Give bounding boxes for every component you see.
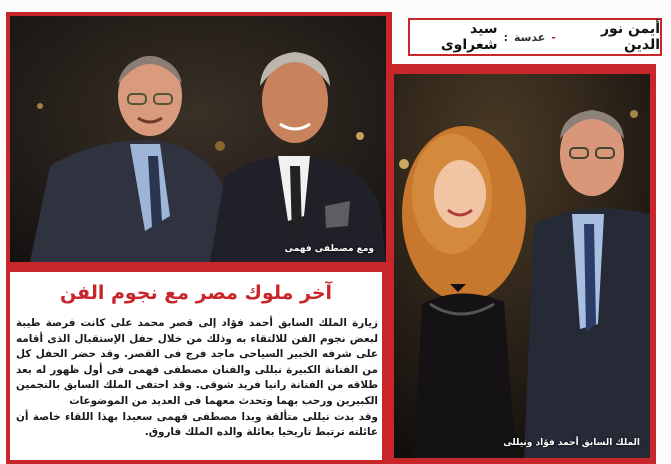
photographer-name: سيد شعراوى bbox=[440, 21, 498, 53]
photo-two-men bbox=[10, 16, 386, 262]
article-box bbox=[10, 272, 382, 460]
left-photo-caption: ومع مصطفى فهمى bbox=[284, 244, 374, 254]
photo-credit-label: عدسة bbox=[513, 30, 546, 44]
author-name: أيمن نور الدين bbox=[600, 21, 660, 53]
article-headline: آخر ملوك مصر مع نجوم الفن bbox=[59, 282, 333, 304]
photo-woman-and-man bbox=[394, 74, 650, 458]
article-body bbox=[16, 316, 378, 441]
photo-woman-and-man-illustration bbox=[394, 74, 650, 458]
right-photo-caption: الملك السابق أحمد فؤاد ونيللى bbox=[503, 438, 640, 448]
article-paragraph-2: وقد بدت نيللى متألقة وبدا مصطفى فهمى سعيدا بهذا اللقاء خاصة أن عائلته ترتبط تاريخيا بعائلة والده الملك فاروق. bbox=[16, 410, 378, 439]
credits-separator: - bbox=[551, 30, 556, 44]
article-paragraph-1: زيارة الملك السابق أحمد فؤاد إلى قصر محمد على كانت فرصة طيبة لبعض نجوم الفن للالتقاء به وذلك من خلال حفل الإستقبال الذى أقامه على شرفه الخبير السياحى ماجد فرج فى القصر. وقد حضر الحفل كل من الفنانة الكبيرة نيللى والفنان مصطفى فهمى فى أول ظهور له بعد طلاقه من الفنانة رانيا فريد شوقى. وقد احتفى الملك السابق بالنجمين الكبيرين ورحب بهما وتحدث معهما فى العديد من الموضوعات bbox=[16, 317, 378, 407]
photo-two-men-illustration bbox=[10, 16, 386, 262]
photo-credit-colon: : bbox=[503, 30, 508, 44]
credits-box bbox=[408, 18, 662, 56]
